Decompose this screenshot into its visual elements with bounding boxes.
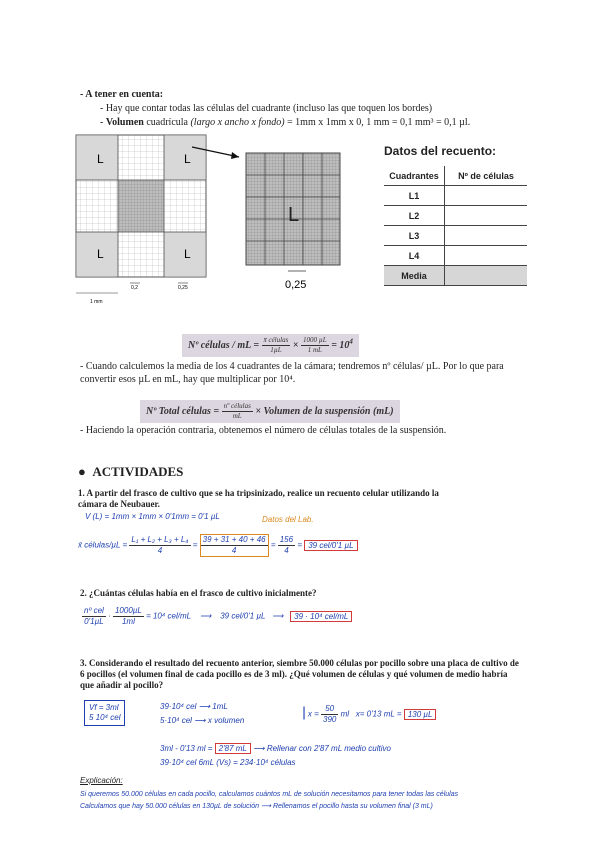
quadrant-label-tl: L [97, 152, 104, 166]
dimension-0-25: 0,25 [285, 279, 307, 291]
answer-3-volume: 130 µL [404, 709, 437, 720]
answer-total-cells: 39·10⁴ cel 6mL (Vs) = 234·10⁴ células [160, 758, 296, 767]
count-title: Datos del recuento: [384, 144, 497, 158]
column-header-cells: Nº de células [445, 166, 528, 186]
media-value[interactable] [445, 266, 528, 286]
formula-total-cells: Nº Total células = $\frac{\text{nº células}}{mL}$ × Volumen de la suspensión (mL) [140, 400, 400, 423]
lab-data-label: Datos del Lab. [262, 515, 314, 524]
cell-count-l4[interactable] [445, 246, 528, 266]
quadrant-label-tr: L [184, 152, 191, 166]
bullet-icon: ● [78, 464, 86, 479]
answer-mean-result: 39 cel/0'1 µL [304, 540, 357, 551]
column-header-quadrants: Cuadrantes [384, 166, 445, 186]
quadrant-l2: L2 [384, 206, 445, 226]
note-conversion: - Cuando calculemos la media de los 4 cuadrantes de la cámara; tendremos nº células/ µL. Por lo que para convertir esos µL en mL, hay que multiplicar por 10⁴. [80, 361, 504, 385]
question-3: 3. Considerando el resultado del recuento anterior, siembre 50.000 células por pocillo sobre una placa de cultivo de 6 pocillos (el volumen final de cada pocillo es de 3 ml). ¿Qué volumen de células y qué volumen de medio habría que añadir al pocillo? [80, 658, 519, 690]
cell-count-l1[interactable] [445, 186, 528, 206]
note-inverse: - Haciendo la operación contraria, obtenemos el número de células totales de la suspensión. [80, 425, 447, 436]
question-2: 2. ¿Cuántas células había en el frasco de cultivo inicialmente? [80, 588, 317, 598]
question-1: 1. A partir del frasco de cultivo que se ha tripsinizado, realice un recuento celular utilizando la cámara de Neubauer. [78, 488, 439, 509]
explanation-line-2: Calculamos que hay 50.000 células en 130µL de solución ⟶ Rellenamos el pocillo hasta su volumen final (3 mL) [80, 803, 433, 810]
note-count-cells: - Hay que contar todas las células del cuadrante (incluso las que toquen los bordes) [100, 103, 433, 114]
quadrant-label-br: L [184, 247, 191, 261]
dimension-0-25-small: 0,25 [178, 285, 188, 291]
arrow-icon [231, 152, 239, 159]
table-row [384, 186, 527, 206]
formula-cells-per-ml: Nº células / mL = $\frac{\text{x̄ células}}{\text{1µL}}$ × $\frac{\text{1000 µL}}{1 mL}$ = $10^4$ [182, 334, 359, 357]
explanation-line-1: Si queremos 50.000 células en cada pocillo, calculamos cuántos mL de solución necesitamos para tener todas las células [80, 791, 459, 798]
section-heading: - A tener en cuenta: [80, 89, 164, 100]
dimension-1mm: 1 mm [90, 299, 103, 305]
explanation-title: Explicación: [80, 776, 123, 785]
note-volume: - Volumen cuadrícula (largo x ancho x fondo) = 1mm x 1mm x 0, 1 mm = 0,1 mm³ = 0,1 µl. [100, 117, 471, 128]
answer-medium: 3ml - 0'13 ml = 2'87 mL ⟶ Rellenar con 2'87 mL medio cultivo [160, 744, 391, 753]
quadrant-l1: L1 [384, 186, 445, 206]
given-values-box: Vf = 3ml 5 10⁴ cel [84, 700, 125, 726]
count-table [384, 166, 527, 286]
quadrant-label-bl: L [97, 247, 104, 261]
answer-volume: V (L) = 1mm × 1mm × 0'1mm = 0'1 µL [85, 512, 220, 521]
table-row [384, 206, 527, 226]
table-row [384, 246, 527, 266]
neubauer-figure [74, 133, 374, 308]
answer-3-medium: 2'87 mL [215, 743, 251, 754]
answer-cells-per-ml: $\frac{\text{nº cel}}{\text{0'1µL}}$ · $\frac{\text{1000µL}}{1ml}$ = 10⁴ cel/mL ⟶ 39 cel/0'1 µL ⟶ 39 · 10⁴ cel/mL [82, 606, 352, 627]
rule-of-three: 39·10⁴ cel ⟶ 1mL 5·10⁴ cel ⟶ x volumen [160, 702, 245, 725]
answer-x: | x = $\frac{50}{390}$ ml x= 0'13 mL = 130 µL [302, 704, 436, 725]
table-row [384, 266, 527, 286]
activities-title: ● ACTIVIDADES [78, 464, 184, 479]
cell-count-l2[interactable] [445, 206, 528, 226]
media-label: Media [384, 266, 445, 286]
cell-count-l3[interactable] [445, 226, 528, 246]
answer-mean: x̄ células/µL = $\frac{\text{L₁ + L₂ + L₃ + L₄}}{4}$ = $\frac{39 + 31 + 40 + 46}{4}$ = $\frac{156}{4}$ = 39 cel/0'1 µL [78, 534, 358, 557]
quadrant-l3: L3 [384, 226, 445, 246]
answer-2-result: 39 · 10⁴ cel/mL [290, 611, 352, 622]
quadrant-l4: L4 [384, 246, 445, 266]
table-header [384, 166, 527, 186]
dimension-0-2: 0,2 [131, 285, 138, 291]
table-row [384, 226, 527, 246]
zoomed-quadrant-label: L [288, 204, 300, 226]
